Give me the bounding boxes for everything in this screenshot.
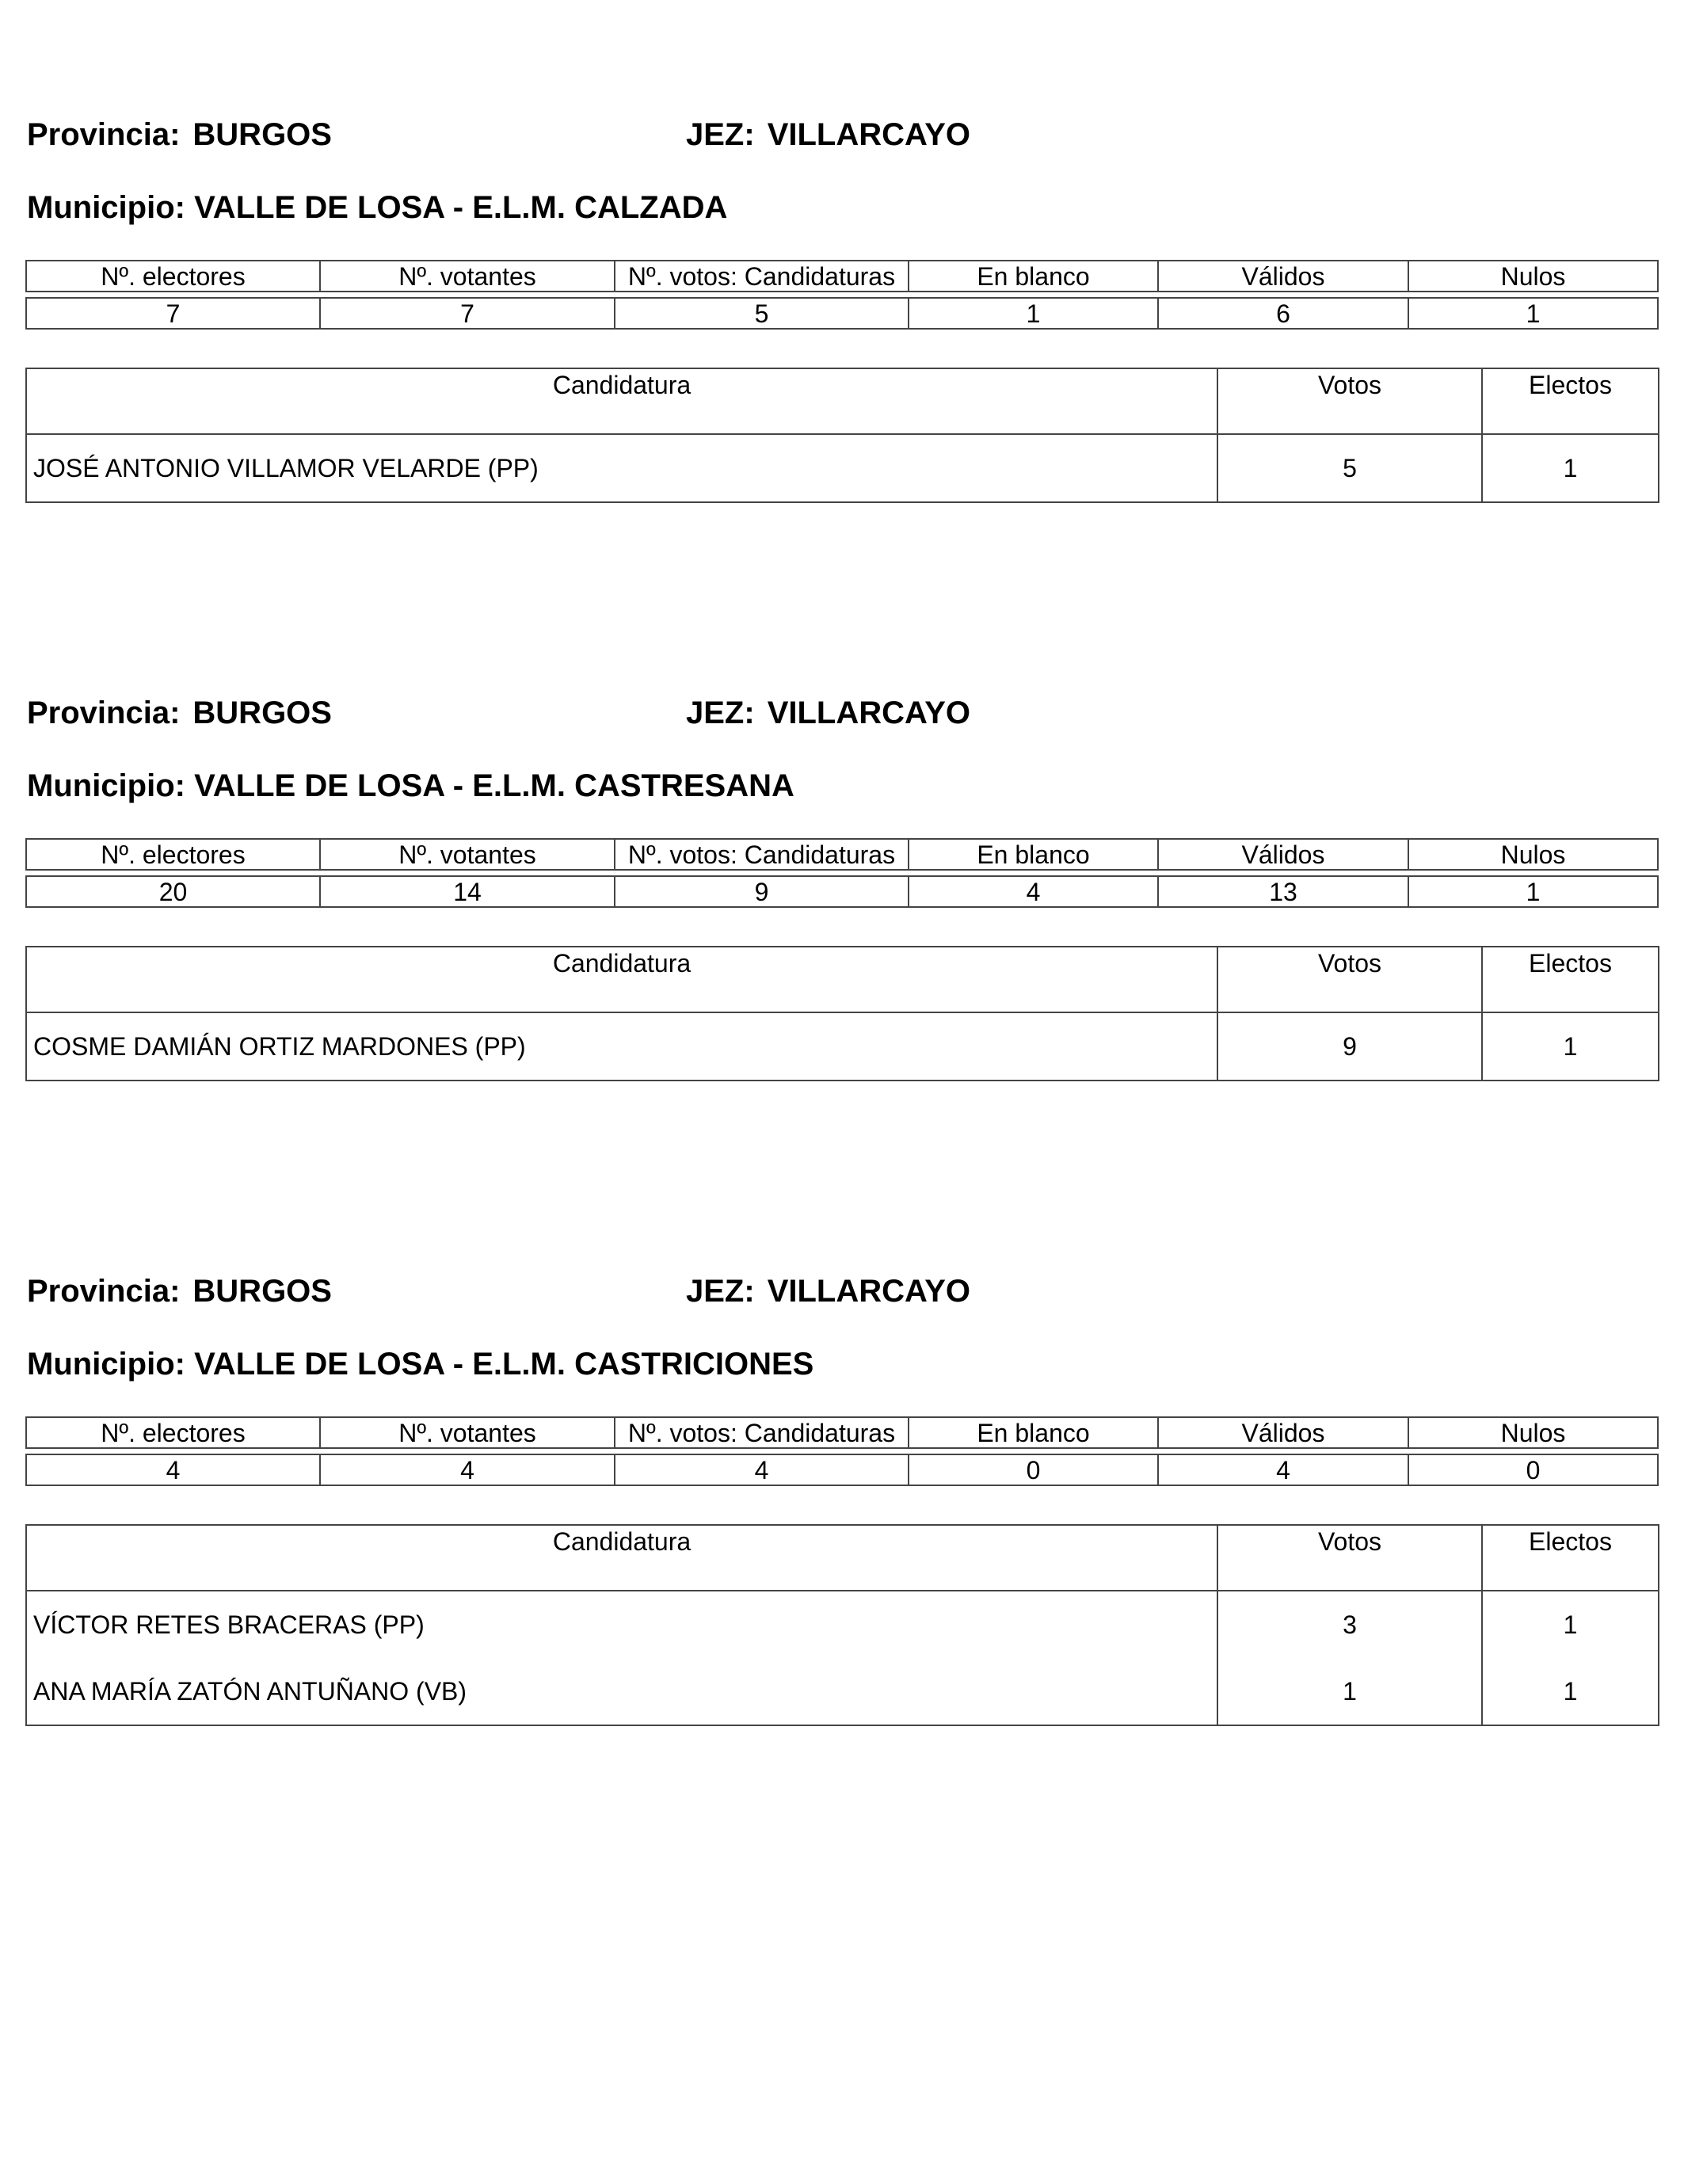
candidate-votos: 5 — [1217, 434, 1482, 502]
header-validos: Válidos — [1158, 1417, 1408, 1448]
jez-label: JEZ: — [686, 1274, 755, 1309]
stats-header-row — [26, 839, 1658, 870]
header-nulos: Nulos — [1408, 261, 1658, 292]
candidate-row — [26, 434, 1659, 502]
value-nulos: 1 — [1408, 298, 1658, 329]
municipality-value: VALLE DE LOSA - E.L.M. CASTRESANA — [194, 768, 794, 803]
candidate-electos: 1 — [1482, 1658, 1659, 1725]
candidate-electos: 1 — [1482, 434, 1659, 502]
candidate-electos: 1 — [1482, 1012, 1659, 1081]
stats-spacer — [26, 1448, 1658, 1454]
jez — [686, 696, 970, 731]
province-label: Provincia: — [27, 1274, 181, 1309]
candidates-header-row — [26, 1525, 1659, 1591]
stats-header-row — [26, 1417, 1658, 1448]
stats-spacer — [26, 870, 1658, 876]
header-nulos: Nulos — [1408, 1417, 1658, 1448]
value-electores: 4 — [26, 1454, 320, 1485]
municipality-value: VALLE DE LOSA - E.L.M. CASTRICIONES — [194, 1347, 814, 1382]
candidate-votos: 9 — [1217, 1012, 1482, 1081]
value-en-blanco: 0 — [909, 1454, 1158, 1485]
header-votos-candidaturas: Nº. votos: Candidaturas — [615, 261, 909, 292]
municipality-label: Municipio: — [27, 1347, 185, 1382]
value-nulos: 1 — [1408, 876, 1658, 907]
value-votantes: 14 — [320, 876, 615, 907]
header-validos: Válidos — [1158, 261, 1408, 292]
header-en-blanco: En blanco — [909, 839, 1158, 870]
value-votos-candidaturas: 9 — [615, 876, 909, 907]
municipality-value: VALLE DE LOSA - E.L.M. CALZADA — [194, 190, 728, 225]
header-electores: Nº. electores — [26, 261, 320, 292]
province-value: BURGOS — [192, 117, 332, 152]
candidate-name: VÍCTOR RETES BRACERAS (PP) — [26, 1591, 1217, 1658]
header-electos: Electos — [1482, 1525, 1659, 1591]
value-votantes: 4 — [320, 1454, 615, 1485]
province — [27, 117, 332, 153]
municipality-block — [25, 1274, 1657, 1726]
municipality-line — [25, 1347, 1657, 1386]
jez — [686, 117, 970, 153]
jez-label: JEZ: — [686, 117, 755, 152]
value-en-blanco: 4 — [909, 876, 1158, 907]
municipality-line — [25, 768, 1657, 808]
stats-spacer — [26, 292, 1658, 298]
jez-label: JEZ: — [686, 696, 755, 730]
value-validos: 13 — [1158, 876, 1408, 907]
value-validos: 6 — [1158, 298, 1408, 329]
jez-value: VILLARCAYO — [767, 1274, 971, 1309]
municipality-label: Municipio: — [27, 768, 185, 803]
province-line — [25, 1274, 1657, 1313]
header-electos: Electos — [1482, 368, 1659, 434]
header-candidatura: Candidatura — [26, 368, 1217, 434]
header-en-blanco: En blanco — [909, 261, 1158, 292]
province — [27, 696, 332, 731]
header-votos: Votos — [1217, 1525, 1482, 1591]
province-label: Provincia: — [27, 117, 181, 152]
header-electores: Nº. electores — [26, 839, 320, 870]
municipality-block — [25, 117, 1657, 503]
candidate-row — [26, 1012, 1659, 1081]
header-candidatura: Candidatura — [26, 947, 1217, 1012]
value-en-blanco: 1 — [909, 298, 1158, 329]
value-votantes: 7 — [320, 298, 615, 329]
province-value: BURGOS — [192, 696, 332, 730]
header-votantes: Nº. votantes — [320, 1417, 615, 1448]
header-votos-candidaturas: Nº. votos: Candidaturas — [615, 839, 909, 870]
candidate-row — [26, 1658, 1659, 1725]
header-electos: Electos — [1482, 947, 1659, 1012]
province — [27, 1274, 332, 1309]
stats-table — [25, 838, 1659, 908]
province-line — [25, 117, 1657, 157]
candidate-name: COSME DAMIÁN ORTIZ MARDONES (PP) — [26, 1012, 1217, 1081]
stats-value-row — [26, 298, 1658, 329]
header-votantes: Nº. votantes — [320, 839, 615, 870]
stats-value-row — [26, 876, 1658, 907]
candidates-table — [25, 946, 1659, 1081]
header-votos: Votos — [1217, 947, 1482, 1012]
candidate-row — [26, 1591, 1659, 1658]
stats-header-row — [26, 261, 1658, 292]
header-votos: Votos — [1217, 368, 1482, 434]
jez-value: VILLARCAYO — [767, 696, 971, 730]
value-votos-candidaturas: 5 — [615, 298, 909, 329]
header-votantes: Nº. votantes — [320, 261, 615, 292]
province-value: BURGOS — [192, 1274, 332, 1309]
candidates-table — [25, 368, 1659, 503]
province-label: Provincia: — [27, 696, 181, 730]
candidates-table — [25, 1524, 1659, 1726]
candidate-votos: 3 — [1217, 1591, 1482, 1658]
stats-table — [25, 260, 1659, 330]
stats-value-row — [26, 1454, 1658, 1485]
municipality-block — [25, 696, 1657, 1081]
candidate-name: ANA MARÍA ZATÓN ANTUÑANO (VB) — [26, 1658, 1217, 1725]
province-line — [25, 696, 1657, 735]
header-validos: Válidos — [1158, 839, 1408, 870]
value-nulos: 0 — [1408, 1454, 1658, 1485]
value-votos-candidaturas: 4 — [615, 1454, 909, 1485]
header-votos-candidaturas: Nº. votos: Candidaturas — [615, 1417, 909, 1448]
candidate-name: JOSÉ ANTONIO VILLAMOR VELARDE (PP) — [26, 434, 1217, 502]
municipality-line — [25, 190, 1657, 230]
municipality-label: Municipio: — [27, 190, 185, 225]
value-electores: 7 — [26, 298, 320, 329]
header-nulos: Nulos — [1408, 839, 1658, 870]
candidates-header-row — [26, 368, 1659, 434]
candidates-header-row — [26, 947, 1659, 1012]
header-en-blanco: En blanco — [909, 1417, 1158, 1448]
stats-table — [25, 1416, 1659, 1486]
jez — [686, 1274, 970, 1309]
value-validos: 4 — [1158, 1454, 1408, 1485]
candidate-electos: 1 — [1482, 1591, 1659, 1658]
header-electores: Nº. electores — [26, 1417, 320, 1448]
candidate-votos: 1 — [1217, 1658, 1482, 1725]
jez-value: VILLARCAYO — [767, 117, 971, 152]
value-electores: 20 — [26, 876, 320, 907]
header-candidatura: Candidatura — [26, 1525, 1217, 1591]
